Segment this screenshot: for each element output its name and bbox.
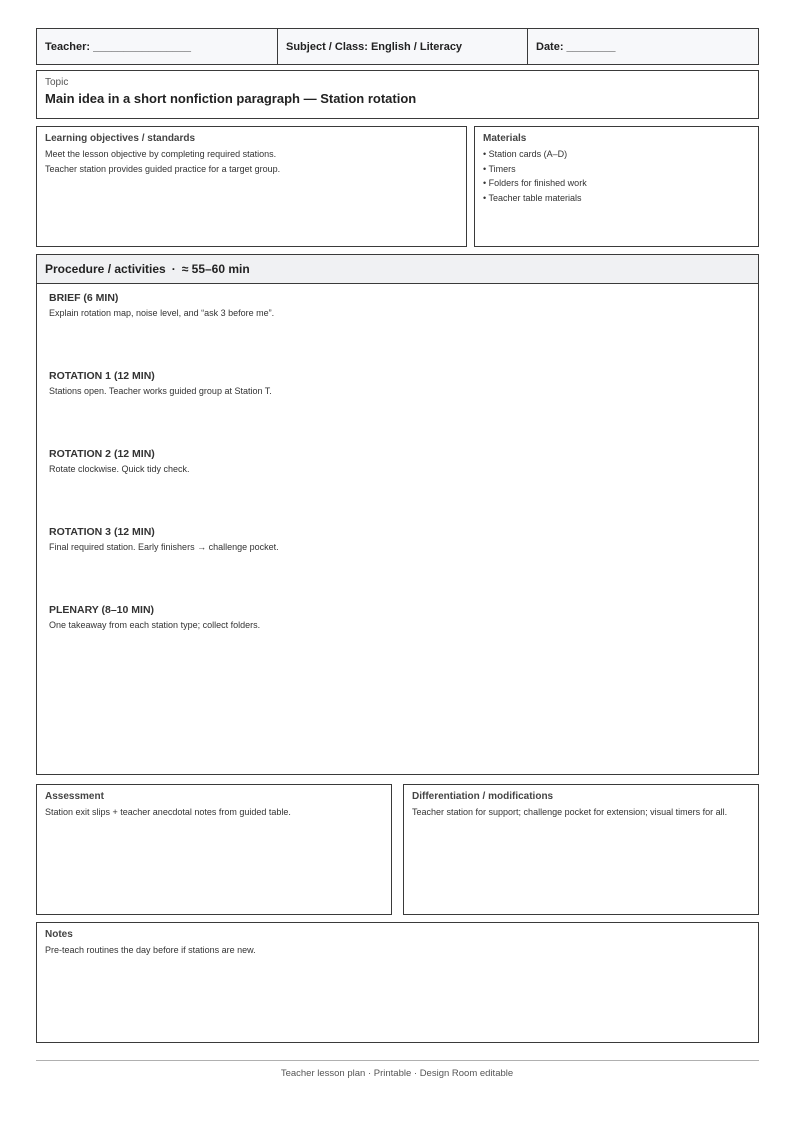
step-text: Stations open. Teacher works guided group at Station T. [49, 386, 272, 396]
assessment-text[interactable]: Station exit slips + teacher anecdotal notes from guided table. [45, 807, 291, 817]
step-title: ROTATION 1 (12 MIN) [49, 370, 155, 382]
footer-text: Teacher lesson plan · Printable · Design Room editable [280, 1068, 514, 1079]
materials-item: • Folders for finished work [483, 178, 587, 188]
assessment-section [36, 784, 392, 915]
differentiation-section [403, 784, 759, 915]
step-title: ROTATION 2 (12 MIN) [49, 448, 155, 460]
topic-title[interactable]: Main idea in a short nonfiction paragraph — Station rotation [45, 91, 417, 106]
procedure-step[interactable] [49, 370, 272, 396]
procedure-step[interactable] [49, 448, 190, 474]
differentiation-label: Differentiation / modifications [412, 791, 554, 802]
procedure-step[interactable] [49, 604, 260, 630]
notes-section [36, 922, 759, 1043]
step-text: Explain rotation map, noise level, and “ask 3 before me”. [49, 308, 275, 318]
objectives-lines[interactable] [45, 147, 458, 176]
header-row [36, 28, 759, 65]
step-title: BRIEF (6 MIN) [49, 292, 119, 304]
subject-class-field[interactable]: Subject / Class: English / Literacy [278, 29, 528, 64]
topic-label: Topic [45, 77, 69, 88]
objective-line: Meet the lesson objective by completing required stations. [45, 149, 277, 159]
differentiation-text[interactable]: Teacher station for support; challenge pocket for extension; visual timers for all. [412, 807, 728, 817]
materials-section [474, 126, 759, 247]
footer-divider [36, 1060, 759, 1061]
procedure-header [37, 255, 758, 284]
procedure-title: Procedure / activities [45, 262, 166, 276]
notes-label: Notes [45, 929, 73, 940]
step-text: Rotate clockwise. Quick tidy check. [49, 464, 190, 474]
procedure-duration: ≈ 55–60 min [181, 262, 250, 276]
assessment-label: Assessment [45, 791, 104, 802]
materials-item: • Timers [483, 163, 516, 174]
date-field[interactable]: Date: ________ [536, 40, 616, 53]
step-title: PLENARY (8–10 MIN) [49, 604, 155, 616]
materials-list[interactable] [483, 147, 750, 205]
materials-label: Materials [483, 133, 527, 144]
objectives-label: Learning objectives / standards [45, 133, 196, 144]
notes-text[interactable]: Pre-teach routines the day before if stations are new. [45, 945, 256, 955]
objectives-section [36, 126, 467, 247]
teacher-field[interactable]: Teacher: ________________ [37, 29, 278, 64]
procedure-separator: · [171, 262, 176, 276]
step-text: One takeaway from each station type; collect folders. [49, 620, 261, 630]
procedure-step[interactable] [49, 526, 279, 552]
procedure-section [36, 254, 759, 775]
topic-section [36, 70, 759, 119]
materials-item: • Teacher table materials [483, 192, 582, 203]
step-text: Final required station. Early finishers → challenge pocket. [49, 542, 279, 552]
materials-item: • Station cards (A–D) [483, 149, 568, 159]
procedure-step[interactable] [49, 292, 274, 318]
objective-line: Teacher station provides guided practice for a target group. [45, 163, 281, 174]
step-title: ROTATION 3 (12 MIN) [49, 526, 155, 538]
